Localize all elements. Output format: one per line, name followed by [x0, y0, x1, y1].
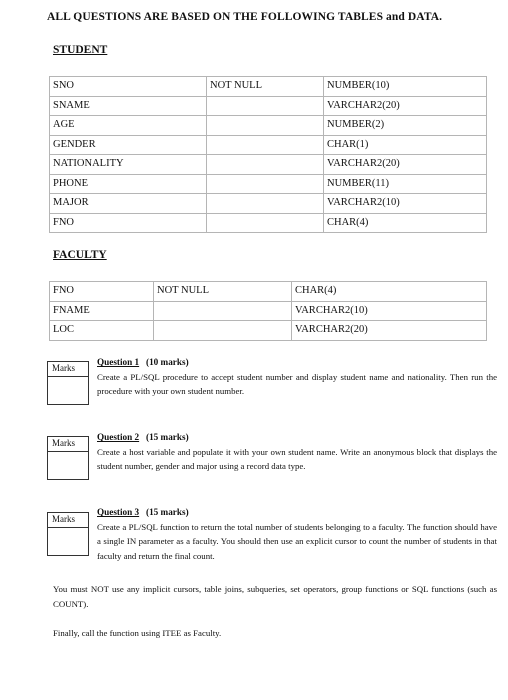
faculty-table — [49, 281, 487, 341]
datatype-cell: NUMBER(11) — [324, 174, 487, 194]
column-name-cell: PHONE — [50, 174, 207, 194]
question-2 — [97, 430, 497, 474]
marks-box-q3 — [47, 512, 89, 556]
question-number: Question 2 — [97, 432, 140, 442]
datatype-cell: CHAR(4) — [292, 282, 487, 302]
column-name-cell: AGE — [50, 116, 207, 136]
datatype-cell: VARCHAR2(20) — [292, 321, 487, 341]
column-name-cell: FNAME — [50, 301, 154, 321]
column-name-cell: MAJOR — [50, 194, 207, 214]
datatype-cell: VARCHAR2(10) — [324, 194, 487, 214]
constraint-cell — [207, 116, 324, 136]
table-row — [50, 174, 487, 194]
constraint-cell — [207, 96, 324, 116]
table-row — [50, 116, 487, 136]
column-name-cell: FNO — [50, 282, 154, 302]
question-1 — [97, 355, 497, 399]
question-marks: (15 marks) — [146, 507, 189, 517]
column-name-cell: GENDER — [50, 135, 207, 155]
datatype-cell: NUMBER(2) — [324, 116, 487, 136]
datatype-cell: VARCHAR2(10) — [292, 301, 487, 321]
question-heading — [97, 430, 497, 445]
marks-label: Marks — [48, 362, 88, 377]
table-row — [50, 96, 487, 116]
constraint-cell — [207, 194, 324, 214]
column-name-cell: SNAME — [50, 96, 207, 116]
final-instruction: Finally, call the function using ITEE as Faculty. — [53, 628, 222, 638]
table-row — [50, 282, 487, 302]
constraint-cell — [207, 213, 324, 233]
table-row — [50, 155, 487, 175]
column-name-cell: FNO — [50, 213, 207, 233]
marks-box-q2 — [47, 436, 89, 480]
page-heading: ALL QUESTIONS ARE BASED ON THE FOLLOWING TABLES and DATA. — [47, 11, 443, 23]
datatype-cell: CHAR(4) — [324, 213, 487, 233]
marks-box-q1 — [47, 361, 89, 405]
datatype-cell: CHAR(1) — [324, 135, 487, 155]
question-marks: (10 marks) — [146, 357, 189, 367]
constraint-cell — [207, 155, 324, 175]
constraint-cell — [207, 135, 324, 155]
faculty-section-title: FACULTY — [53, 249, 107, 261]
question-number: Question 1 — [97, 357, 140, 367]
question-heading — [97, 355, 497, 370]
student-section-title: STUDENT — [53, 44, 108, 56]
constraint-cell — [207, 174, 324, 194]
column-name-cell: NATIONALITY — [50, 155, 207, 175]
question-text: Create a PL/SQL function to return the total number of students belonging to a faculty. The function should have a single IN parameter as a faculty. You should then use an explicit cursor to count the number of students in that faculty and return the final count. — [97, 521, 497, 561]
question-heading — [97, 505, 497, 520]
question-text: Create a host variable and populate it with your own student name. Write an anonymous block that displays the student number, gender and major using a record data type. — [97, 446, 497, 471]
table-row — [50, 301, 487, 321]
column-name-cell: LOC — [50, 321, 154, 341]
datatype-cell: NUMBER(10) — [324, 77, 487, 97]
restriction-note: You must NOT use any implicit cursors, table joins, subqueries, set operators, group functions or SQL functions (such as COUNT). — [53, 584, 497, 609]
question-number: Question 3 — [97, 507, 140, 517]
constraint-cell — [154, 321, 292, 341]
table-row — [50, 213, 487, 233]
constraint-cell — [154, 301, 292, 321]
question-3 — [97, 505, 497, 563]
column-name-cell: SNO — [50, 77, 207, 97]
student-table — [49, 76, 487, 233]
marks-label: Marks — [48, 513, 88, 528]
datatype-cell: VARCHAR2(20) — [324, 96, 487, 116]
table-row — [50, 77, 487, 97]
table-row — [50, 321, 487, 341]
datatype-cell: VARCHAR2(20) — [324, 155, 487, 175]
constraint-cell: NOT NULL — [207, 77, 324, 97]
table-row — [50, 194, 487, 214]
question-text: Create a PL/SQL procedure to accept student number and display student name and nationality. Then run the procedure with your own student number. — [97, 371, 497, 396]
constraint-cell: NOT NULL — [154, 282, 292, 302]
question-marks: (15 marks) — [146, 432, 189, 442]
marks-label: Marks — [48, 437, 88, 452]
table-row — [50, 135, 487, 155]
